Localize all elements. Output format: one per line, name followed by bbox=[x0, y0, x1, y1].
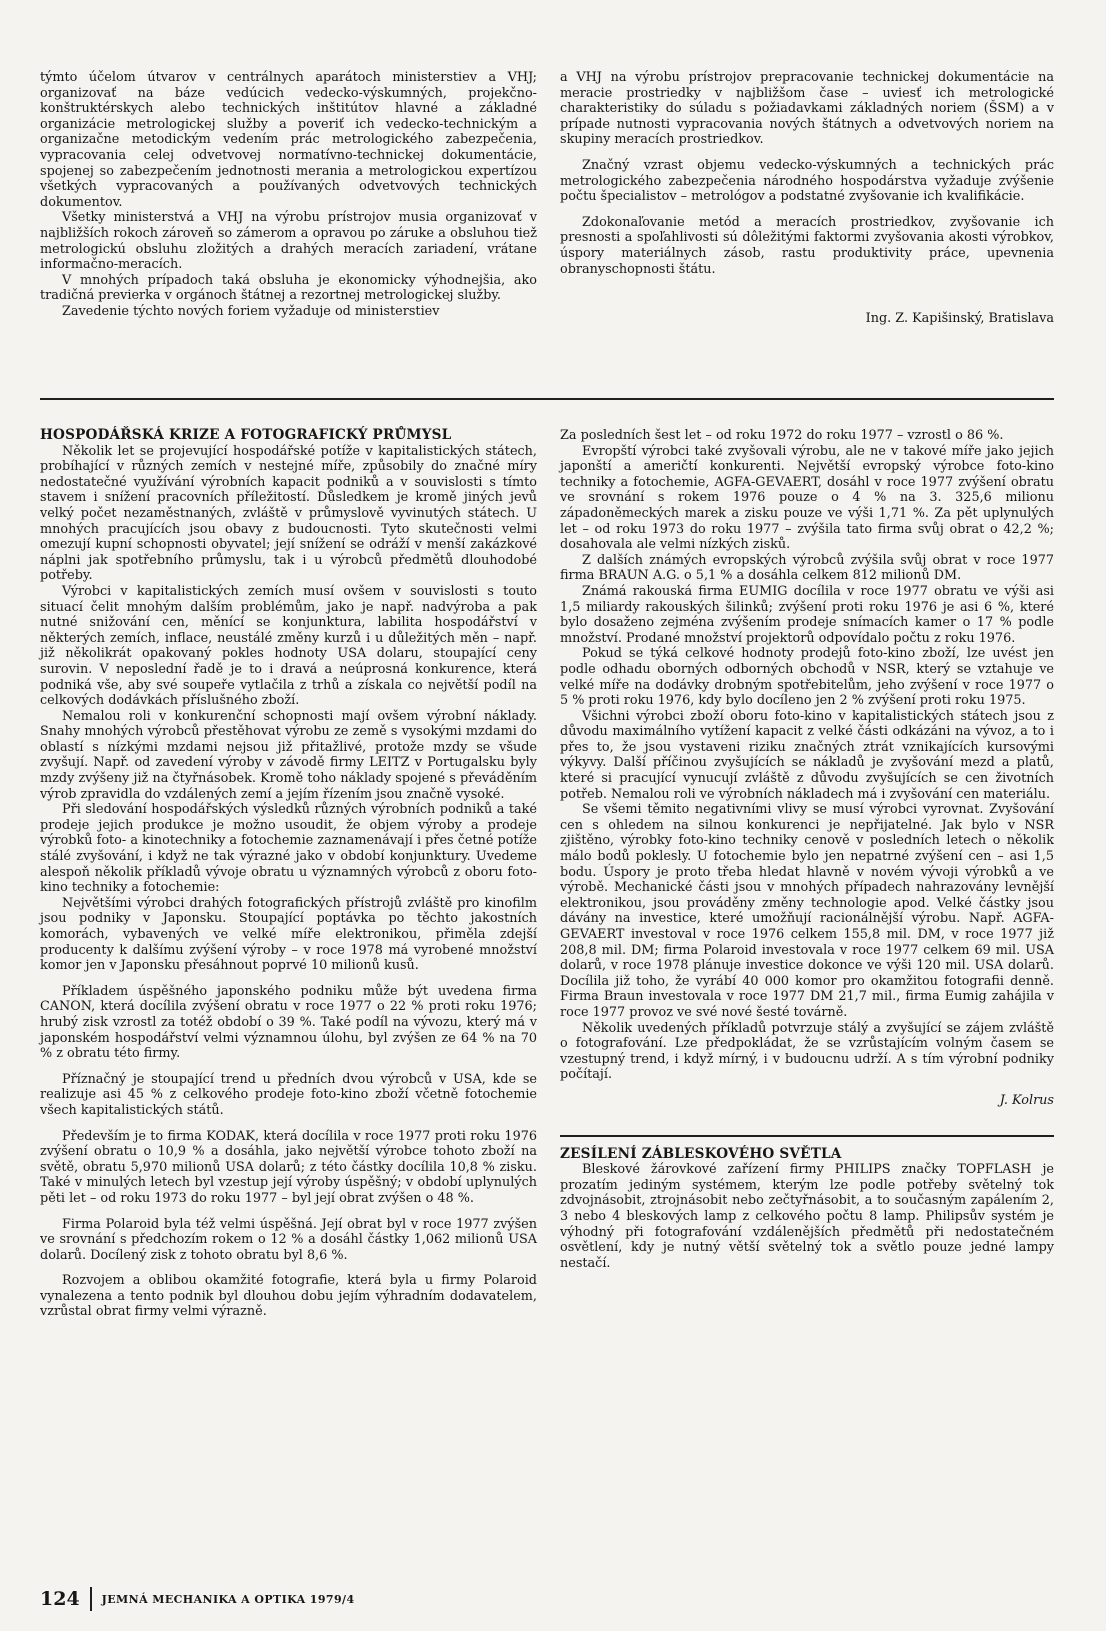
paragraph: Několik uvedených příkladů potvrzuje stálý a zvyšující se zájem zvláště o fotografování. Lze předpokládat, že se vzrůstajícím volným časem se vzestupný trend, i když mírný, i v budoucnu udrží. A s tím výrobní podniky počítají. bbox=[560, 1020, 1054, 1083]
journal-name: JEMNÁ MECHANIKA A OPTIKA 1979/4 bbox=[101, 1592, 355, 1606]
paragraph: Značný vzrast objemu vedecko-výskumných a technických prác metrologického zabezpečenia národného hospodárstva vyžaduje zvýšenie počtu špecialistov – metrológov a podstatné zvyšovanie ich kvalifikácie. bbox=[560, 157, 1054, 205]
paragraph: Několik let se projevující hospodářské potíže v kapitalistických státech, probíhající v různých zemích v nestejné míře, způsobily do značné míry nedostatečné využívání výrobních kapacit podniků a v souvislosti s tímto stavem i snížení pracovních příležitostí. Důsledkem je kromě jiných jevů velký počet nezaměstnaných, zvláště v průmyslově vyvinutých státech. U mnohých pracujících jsou obavy z budoucnosti. Tyto skutečnosti velmi omezují kupní schopnosti obyvatel; její snížení se odráží v menší zakázkové náplni jak spotřebního průmyslu, tak i u výrobců předmětů dlouhodobé potřeby. bbox=[40, 443, 537, 584]
paragraph: týmto účelom útvarov v centrálnych aparátoch ministerstiev a VHJ; organizovať na báze vedúcich vedecko-výskumných, projekčno-konštruktérskych alebo technických inštitútov hlavné a základné organizácie metrologickej služby a poveriť ich vedecko-technickým a organizačne metodickým vedením prác metrologického zabezpečenia, vypracovania celej odvetvovej normatívno-technickej dokumentácie, spojenej so zabezpečením jednotnosti merania a metrologickou expertízou všetkých vypracovaných a používaných odvetvových technických dokumentov. bbox=[40, 70, 537, 210]
article1-left-column bbox=[40, 428, 537, 1320]
paragraph: Se všemi těmito negativními vlivy se musí výrobci vyrovnat. Zvyšování cen s ohledem na silnou konkurenci je nepřijatelné. Jak bylo v NSR zjištěno, výrobky foto-kino techniky cenově v posledních letech o několik málo bodů poklesly. U fotochemie bylo jen nepatrné zvýšení cen – asi 1,5 bodu. Úspory je proto třeba hledat hlavně v novém vývoji výrobků a ve výrobě. Mechanické části jsou v mnohých případech nahrazovány levnější elektronikou, jsou prováděny změny technologie apod. Velké částky jsou dávány na investice, které umožňují racionálnější výrobu. Např. AGFA-GEVAERT investoval v roce 1976 celkem 155,8 mil. DM, v roce 1977 již 208,8 mil. DM; firma Polaroid investovala v roce 1977 celkem 69 mil. USA dolarů, v roce 1978 plánuje investice dokonce ve výši 120 mil. USA dolarů. Docílila již toho, že vyrábí 40 000 komor pro okamžitou fotografii denně. Firma Braun investovala v roce 1977 DM 21,7 mil., firma Eumig zahájila v roce 1977 provoz ve své nové šesté továrně. bbox=[560, 802, 1054, 1020]
paragraph: Bleskové žárovkové zařízení firmy PHILIPS značky TOPFLASH je prozatím jediným systémem, kterým lze podle potřeby světelný tok zdvojnásobit, ztrojnásobit nebo zečtyřnásobit, a to současným zapálením 2, 3 nebo 4 bleskových lamp z celkového počtu 8 lamp. Philipsův systém je výhodný při fotografování vzdálenějších předmětů při nedostatečném osvětlení, kdy je nutný větší světelný tok a světlo pouze jedné lampy nestačí. bbox=[560, 1162, 1054, 1271]
paragraph: Příznačný je stoupající trend u předních dvou výrobců v USA, kde se realizuje asi 45 % z celkového prodeje foto-kino zboží včetně fotochemie všech kapitalistických států. bbox=[40, 1071, 537, 1118]
paragraph: Evropští výrobci také zvyšovali výrobu, ale ne v takové míře jako jejich japonští a američtí konkurenti. Největší evropský výrobce foto-kino techniky a fotochemie, AGFA-GEVAERT, dosáhl v roce 1977 zvýšení obratu ve srovnání s rokem 1976 pouze o 4 % na 3. 325,6 milionu západoněmeckých marek a zisku pouze ve výši 1,71 %. Za pět uplynulých let – od roku 1973 do roku 1977 – zvýšila tato firma svůj obrat o 42,2 %; dosahovala ale velmi nízkých zisků. bbox=[560, 443, 1054, 553]
footer-divider bbox=[90, 1587, 92, 1611]
paragraph: Při sledování hospodářských výsledků různých výrobních podniků a také prodeje jejich produkce je možno usoudit, že objem výroby a prodeje výrobků foto- a kinotechniky a fotochemie zaznamenávají i přes četné potíže stálé zvyšování, i když ne tak výrazné jako v období konjunktury. Uvedeme alespoň několik příkladů vývoje obratu u významných výrobců z oboru foto-kino techniky a fotochemie: bbox=[40, 802, 537, 896]
paragraph: Známá rakouská firma EUMIG docílila v roce 1977 obratu ve výši asi 1,5 miliardy rakouských šilinků; zvýšení proti roku 1976 je asi 6 %, které bylo dosaženo zejména zvýšením prodeje snímacích kamer o 17 % podle množství. Prodané množství projektorů odpovídalo počtu z roku 1976. bbox=[560, 583, 1054, 646]
top-signature: Ing. Z. Kapišinský, Bratislava bbox=[865, 311, 1054, 327]
article1-title: HOSPODÁŘSKÁ KRIZE A FOTOGRAFICKÝ PRŮMYSL bbox=[40, 427, 452, 443]
paragraph: Všetky ministerstvá a VHJ na výrobu prístrojov musia organizovať v najbližších rokoch zároveň so zámerom a opravou po záruke a obsluhou tiež metrologickú obsluhu zložitých a drahých meracích zariadení, vrátane informačno-meracích. bbox=[40, 210, 537, 273]
article1-signature: J. Kolrus bbox=[999, 1092, 1054, 1108]
paragraph: Z dalších známých evropských výrobců zvýšila svůj obrat v roce 1977 firma BRAUN A.G. o 5,1 % a dosáhla celkem 812 milionů DM. bbox=[560, 552, 1054, 584]
paragraph: Nemalou roli v konkurenční schopnosti mají ovšem výrobní náklady. Snahy mnohých výrobců přestěhovat výrobu ze země s vysokými mzdami do oblastí s nízkými mzdami nejsou již přitažlivé, protože mzdy se všude zvyšují. Např. od zavedení výroby v závodě firmy LEITZ v Portugalsku byly mzdy zvýšeny již na čtyřnásobek. Kromě toho náklady spojené s převáděním výrob zpravidla do vzdálených zemí a jejím řízením jsou značně vysoké. bbox=[40, 708, 537, 802]
paragraph: Největšími výrobci drahých fotografických přístrojů zvláště pro kinofilm jsou podniky v Japonsku. Stoupající poptávka po těchto jakostních komorách, vybavených ve velké míře elektronikou, přiměla zdejší producenty k dalšímu zvýšení výroby – v roce 1978 má vyrobené množství komor jen v Japonsku přesáhnout poprvé 10 milionů kusů. bbox=[40, 895, 537, 974]
paragraph: Především je to firma KODAK, která docílila v roce 1977 proti roku 1976 zvýšení obratu o 10,9 % a dosáhla, jako největší výrobce tohoto zboží na světě, obratu 5,970 milionů USA dolarů; z této částky docílila 10,8 % zisku. Také v minulých letech byl vzestup její výroby úspěšný; v období uplynulých pěti let – od roku 1973 do roku 1977 – byl její obrat zvýšen o 48 %. bbox=[40, 1128, 537, 1206]
paragraph: Rozvojem a oblibou okamžité fotografie, která byla u firmy Polaroid vynalezena a tento podnik byl dlouhou dobu jejím výhradním dodavatelem, vzrůstal obrat firmy velmi výrazně. bbox=[40, 1273, 537, 1320]
paragraph: Za posledních šest let – od roku 1972 do roku 1977 – vzrostl o 86 %. bbox=[560, 428, 1004, 443]
paragraph: Pokud se týká celkové hodnoty prodejů foto-kino zboží, lze uvést jen podle odhadu oborných odborných obchodů v NSR, který se vztahuje ve velké míře na dodávky drobným spotřebitelům, jeho zvýšení v roce 1977 o 5 % proti roku 1976, kdy bylo docíleno jen 2 % zvýšení proti roku 1975. bbox=[560, 646, 1054, 709]
section-divider bbox=[40, 398, 1054, 400]
paragraph: Firma Polaroid byla též velmi úspěšná. Její obrat byl v roce 1977 zvýšen ve srovnání s předchozím rokem o 12 % a dosáhl částky 1,062 milionů USA dolarů. Docílený zisk z tohoto obratu byl 8,6 %. bbox=[40, 1216, 537, 1263]
article2-title: ZESÍLENÍ ZÁBLESKOVÉHO SVĚTLA bbox=[560, 1145, 842, 1162]
top-left-column bbox=[40, 70, 537, 320]
page-footer bbox=[40, 1586, 355, 1612]
paragraph: Zavedenie týchto nových foriem vyžaduje od ministerstiev bbox=[62, 303, 440, 319]
paragraph: a VHJ na výrobu prístrojov prepracovanie technickej dokumentácie na meracie prostriedky v najbližšom čase – uviesť ich metrologické charakteristiky do súladu s požiadavkami základných noriem (ŠSM) a v prípade nutnosti vypracovania nových štátnych a odvetvových noriem na skupiny meracích prostriedkov. bbox=[560, 70, 1054, 148]
article2 bbox=[560, 1135, 1054, 1272]
paragraph: Zdokonaľovanie metód a meracích prostriedkov, zvyšovanie ich presnosti a spoľahlivosti sú dôležitými faktormi zvyšovania akosti výrobkov, úspory materiálnych zásob, rastu produktivity práce, upevnenia obranyschopnosti štátu. bbox=[560, 214, 1054, 277]
article1-right-column bbox=[560, 428, 1054, 1271]
paragraph: Příkladem úspěšného japonského podniku může být uvedena firma CANON, která docílila zvýšení obratu v roce 1977 o 22 % proti roku 1976; hrubý zisk vzrostl za totéž období o 39 %. Také podíl na vývozu, který má v japonském hospodářství velmi významnou úlohu, byl zvýšen ze 64 % na 70 % z obratu této firmy. bbox=[40, 983, 537, 1062]
top-right-column bbox=[560, 70, 1054, 327]
paragraph: Výrobci v kapitalistických zemích musí ovšem v souvislosti s touto situací čelit mnohým dalším problémům, jako je např. nadvýroba a pak nutné snižování cen, měnící se konjunktura, labilita hospodářství v některých zemích, inflace, neustálé změny kurzů i u důležitých měn – např. již několikrát opakovaný pokles hodnoty USA dolaru, stoupající ceny surovin. V neposlední řadě je to i dravá a neúprosná konkurence, která podniká vše, aby své soupeře vytlačila z trhů a získala co největší podíl na celkových dodávkách příslušného zboží. bbox=[40, 583, 537, 709]
paragraph: V mnohých prípadoch taká obsluha je ekonomicky výhodnejšia, ako tradičná previerka v orgánoch štátnej a rezortnej metrologickej služby. bbox=[40, 272, 537, 304]
page-number: 124 bbox=[40, 1588, 80, 1610]
paragraph: Všichni výrobci zboží oboru foto-kino v kapitalistických státech jsou z důvodu maximálního vytížení kapacit z velké části odkázáni na vývoz, a to i přes to, že jsou vystaveni riziku značných ztrát vznikajících kursovými výkyvy. Další příčinou zvyšujících se nákladů je zvyšování mezd a platů, které si pracující vynucují zvláště z důvodu zvyšujících se cen životních potřeb. Nemalou roli ve výrobních nákladech má i zvyšování cen materiálu. bbox=[560, 708, 1054, 802]
